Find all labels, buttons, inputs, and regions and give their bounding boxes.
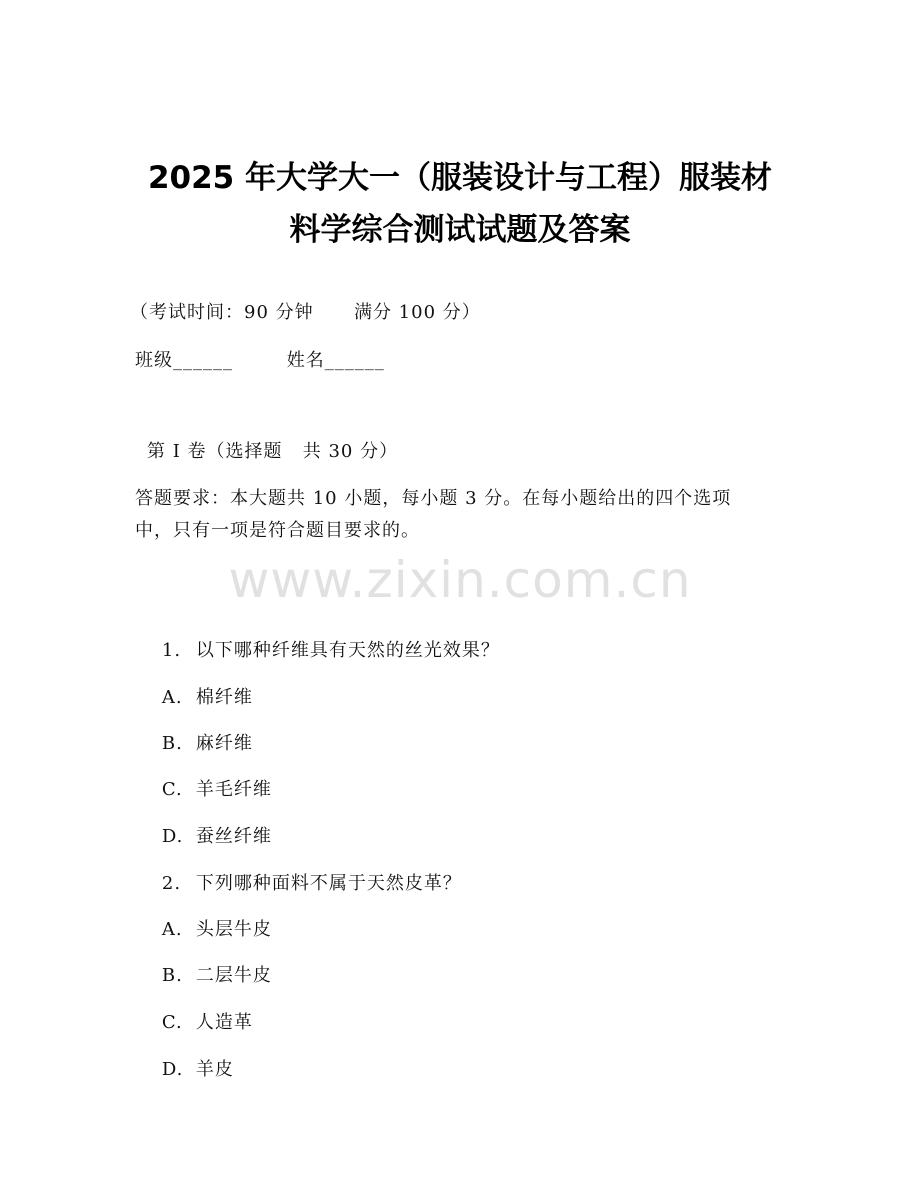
option-letter: D. [161,826,184,847]
option-text: 麻纤维 [195,733,253,754]
document-title-line-1: 2025 年大学大一（服装设计与工程）服装材 [147,160,773,196]
option-letter: D. [161,1059,184,1080]
document-title-line-2: 料学综合测试试题及答案 [289,212,631,248]
option-letter: B. [161,733,183,754]
option-letter: A. [161,687,183,708]
question-number: 2. [161,873,182,894]
exam-info: （考试时间：90 分钟 满分 100 分） [130,302,481,323]
option-letter: B. [161,965,183,986]
option-text: 头层牛皮 [195,919,272,940]
option-text: 二层牛皮 [195,965,272,986]
option-letter: A. [161,919,183,940]
option-letter: C. [161,1012,183,1033]
class-name-fields: 班级______ 姓名______ [135,350,385,371]
question-number: 1. [161,640,182,661]
option-text: 棉纤维 [195,687,253,708]
section-title: 第 I 卷（选择题 共 30 分） [147,441,399,462]
option-text: 羊毛纤维 [195,779,272,800]
instructions-line-2: 中，只有一项是符合题目要求的。 [135,520,420,541]
option-text: 人造革 [195,1012,253,1033]
instructions-line-1: 答题要求：本大题共 10 小题，每小题 3 分。在每小题给出的四个选项 [135,488,732,509]
question-text: 下列哪种面料不属于天然皮革？ [195,873,462,894]
question-text: 以下哪种纤维具有天然的丝光效果？ [195,640,500,661]
watermark: www.zixin.com.cn [228,551,692,609]
option-text: 蚕丝纤维 [195,826,272,847]
option-text: 羊皮 [195,1059,234,1080]
option-letter: C. [161,779,183,800]
question-2-option-d [135,1028,234,1112]
